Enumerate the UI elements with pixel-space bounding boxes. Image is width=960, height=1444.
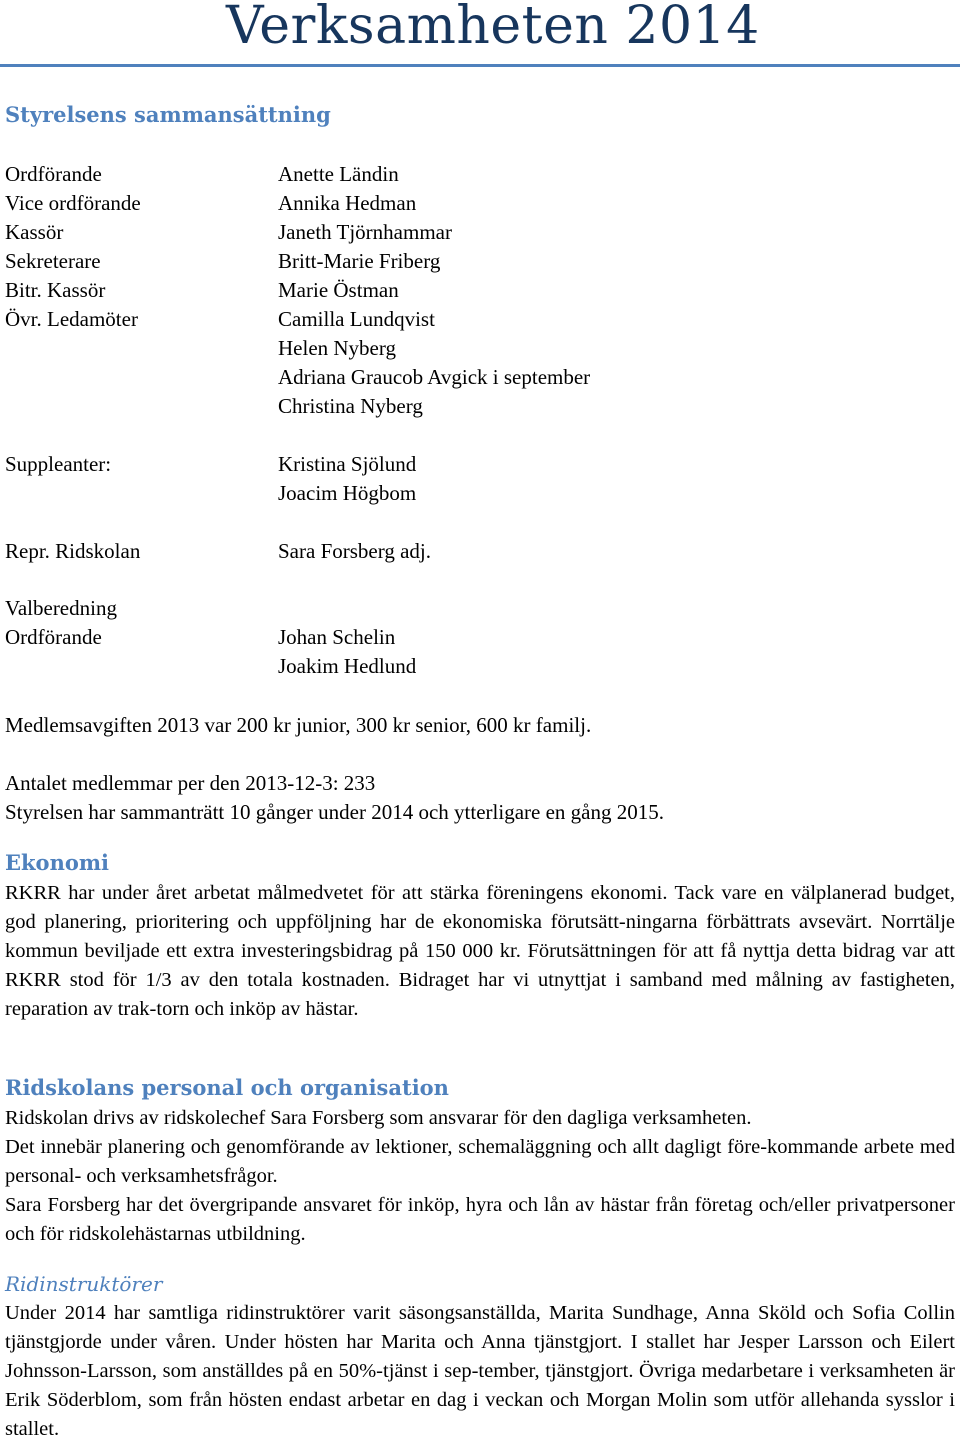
- board-name: Joacim Högbom: [278, 481, 417, 505]
- board-heading: Styrelsens sammansättning: [5, 102, 331, 127]
- board-name: Anette Ländin: [278, 162, 399, 186]
- staff-text-3: Sara Forsberg har det övergripande ansvaret för inköp, hyra och lån av hästar från företag och/eller privatpersoner och för ridskolehästarnas utbildning.: [5, 1194, 955, 1245]
- board-name: Christina Nyberg: [278, 394, 423, 418]
- board-name: Joakim Hedlund: [278, 654, 417, 678]
- board-name: Janeth Tjörnhammar: [278, 220, 452, 244]
- board-name: Sara Forsberg adj.: [278, 539, 431, 563]
- instructors-text: Under 2014 har samtliga ridinstruktörer varit säsongsanställda, Marita Sundhage, Anna Sköld och Sofia Collin tjänstgjorde under våren. Under hösten har Marita och Anna tjänstgjort. I stallet har Jesper Larsson och Eilert Johnsson-Larsson, som anställdes på en 50%-tjänst i sep-tember, tjänstgjort. Övriga medarbetare i verksamheten är Erik Söderblom, som från hösten endast arbetar en dag i veckan och Morgan Molin som utför allehanda sysslor i stallet.: [5, 1302, 955, 1440]
- staff-text-1: Ridskolan drivs av ridskolechef Sara Forsberg som ansvarar för den dagliga verksamheten.: [5, 1107, 752, 1129]
- board-name: Annika Hedman: [278, 191, 417, 215]
- membership-count: Antalet medlemmar per den 2013-12-3: 233: [5, 771, 376, 795]
- membership-fee: Medlemsavgiften 2013 var 200 kr junior, 300 kr senior, 600 kr familj.: [5, 713, 592, 737]
- staff-paragraph: [5, 1104, 955, 1249]
- instructors-heading: Ridinstruktörer: [5, 1272, 163, 1296]
- board-role: Repr. Ridskolan: [5, 539, 141, 563]
- board-name: Johan Schelin: [278, 625, 396, 649]
- board-role: Bitr. Kassör: [5, 278, 106, 302]
- meetings-info: Styrelsen har sammanträtt 10 gånger under 2014 och ytterligare en gång 2015.: [5, 800, 664, 824]
- board-name: Camilla Lundqvist: [278, 307, 435, 331]
- board-role: Övr. Ledamöter: [5, 307, 138, 331]
- economy-text: RKRR har under året arbetat målmedvetet för att stärka föreningens ekonomi. Tack vare en välplanerad budget, god planering, prioritering och uppföljning har de ekonomiska förutsätt-ningarna förbättrats avsevärt. Norrtälje kommun beviljade ett extra investeringsbidrag på 150 000 kr. Förutsättningen för att få nyttja detta bidrag var att RKRR stod för 1/3 av den totala kostnaden. Bidraget har vi utnyttjat i samband med målning av fastigheten, reparation av trak-torn och inköp av hästar.: [5, 882, 955, 1020]
- staff-text-2: Det innebär planering och genomförande av lektioner, schemaläggning och allt dagligt före-kommande arbete med personal- och verksamhetsfrågor.: [5, 1136, 955, 1187]
- board-role: Vice ordförande: [5, 191, 141, 215]
- board-name: Marie Östman: [278, 278, 399, 302]
- board-name: Helen Nyberg: [278, 336, 396, 360]
- board-role: Sekreterare: [5, 249, 101, 273]
- economy-heading: Ekonomi: [5, 850, 110, 875]
- board-role: Valberedning: [5, 596, 117, 620]
- title-rule: [0, 64, 960, 67]
- board-role: Ordförande: [5, 162, 102, 186]
- board-name: Britt-Marie Friberg: [278, 249, 441, 273]
- board-name: Adriana Graucob Avgick i september: [278, 365, 591, 389]
- board-role: Kassör: [5, 220, 64, 244]
- board-role: Ordförande: [5, 625, 102, 649]
- page-title: Verksamheten 2014: [226, 0, 760, 56]
- board-role: Suppleanter:: [5, 452, 112, 476]
- staff-heading: Ridskolans personal och organisation: [5, 1075, 449, 1100]
- board-name: Kristina Sjölund: [278, 452, 417, 476]
